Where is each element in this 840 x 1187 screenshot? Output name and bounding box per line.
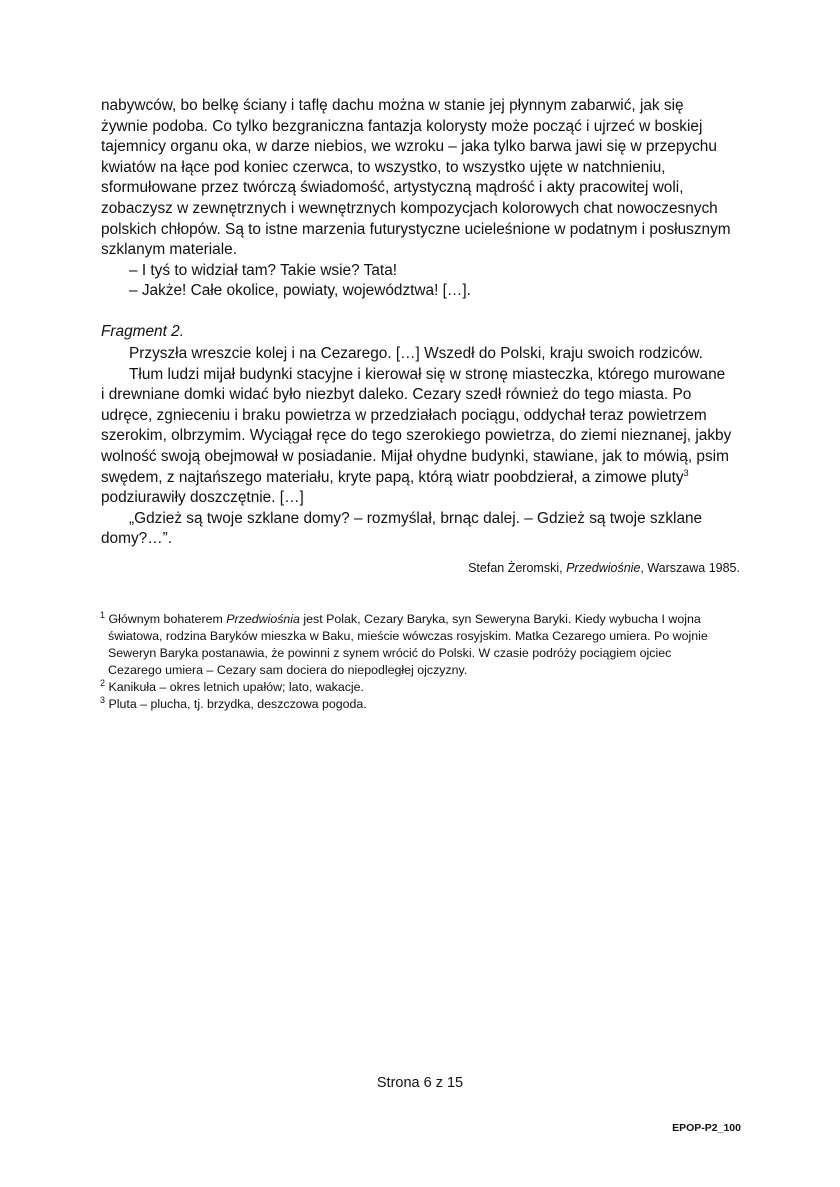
passage-line: Przyszła wreszcie kolej i na Cezarego. […] Wszedł do Polski, kraju swoich rodziców.: [129, 345, 703, 362]
passage-line: żywnie podoba. Co tylko bezgraniczna fantazja kolorysty może począć i ujrzeć w boskiej: [101, 117, 703, 135]
passage-line: podziurawiły doszczętnie. […]: [101, 489, 304, 507]
footnote-1: [100, 611, 740, 628]
passage-line: Tłum ludzi mijał budynki stacyjne i kierował się w stronę miasteczka, którego murowane: [129, 365, 726, 383]
passage-line: wolność swoją obejmował w posiadanie. Mijał ohydne budynki, stawiane, jak to mówią, psim: [101, 447, 729, 465]
footnote-number: 3: [100, 694, 106, 705]
passage-line: [101, 468, 741, 489]
dialogue-line: – Jakże! Całe okolice, powiaty, województwa! […].: [129, 282, 471, 300]
footnote-1-line: Seweryn Baryka postanawia, że powinni z synem wrócić do Polski. W czasie podróży pociągiem ojciec: [108, 646, 672, 660]
passage-line: szerokim, olbrzymim. Wyciągał ręce do tego szerokiego powietrza, do ziemi nieznanej, jakby: [101, 427, 732, 445]
passage-line: sformułowane przez twórczą świadomość, artystyczną mądrość i akty pracowitej woli,: [101, 179, 684, 197]
passage-line: polskich chłopów. Są to istne marzenia futurystyczne ucieleśnione w podatnym i posłusznym: [101, 220, 731, 238]
footnote-text: Kanikuła – okres letnich upałów; lato, wakacje.: [108, 680, 364, 694]
footnote-text: Pluta – plucha, tj. brzydka, deszczowa pogoda.: [108, 697, 367, 711]
footnote-text: jest Polak, Cezary Baryka, syn Seweryna Baryki. Kiedy wybucha I wojna: [303, 612, 701, 626]
footnote-2: [100, 679, 740, 696]
footnotes: [100, 611, 740, 713]
passage-line-text: swędem, z najtańszego materiału, kryte papą, którą wiatr poobdzierał, a zimowe pluty: [101, 468, 684, 486]
source-attribution: [468, 561, 740, 575]
attribution-title: Przedwiośnie: [566, 561, 641, 575]
passage-fragment-1: [101, 96, 741, 302]
passage-line: zobaczysz w zewnętrznych i wewnętrznych kompozycjach kolorowych chat nowoczesnych: [101, 199, 718, 217]
attribution-author: Stefan Żeromski,: [468, 561, 563, 575]
footnote-1-line: światowa, rodzina Baryków mieszka w Baku, mieście wówczas rosyjskim. Matka Cezarego umiera. Po wojnie: [108, 629, 708, 643]
page-number: Strona 6 z 15: [376, 1075, 464, 1091]
footnote-text: Głównym bohaterem: [108, 612, 223, 626]
passage-line: tajemnicy organu oka, w darze niebios, we wzroku – jaka tylko barwa jawi się w przepychu: [101, 138, 717, 156]
passage-line: „Gdzież są twoje szklane domy? – rozmyślał, brnąc dalej. – Gdzież są twoje szklane: [129, 509, 703, 527]
footnote-3: [100, 696, 740, 713]
footnote-ref-3: 3: [683, 467, 689, 478]
passage-line: kwiatów na łące pod koniec czerwca, to wszystko, to wszystko ujęte w natchnieniu,: [101, 158, 666, 176]
document-code: EPOP-P2_100: [672, 1122, 741, 1134]
dialogue-line: – I tyś to widział tam? Takie wsie? Tata!: [129, 261, 398, 279]
footnote-number: 1: [100, 609, 106, 620]
passage-line: domy?…”.: [101, 530, 172, 548]
passage-line: i drewniane domki widać było niezbyt daleko. Cezary szedł również do tego miasta. Po: [101, 386, 692, 404]
passage-fragment-2: [101, 344, 741, 550]
passage-line: szklanym materiale.: [101, 241, 237, 259]
attribution-details: , Warszawa 1985.: [640, 561, 740, 575]
passage-line: nabywców, bo belkę ściany i taflę dachu można w stanie jej płynnym zabarwić, jak się: [101, 97, 684, 114]
footnote-1-line: Cezarego umiera – Cezary sam dociera do niepodległej ojczyzny.: [108, 663, 468, 677]
passage-line: udręce, zgnieceniu i braku powietrza w przedziałach pociągu, oddychał teraz powietrzem: [101, 406, 707, 424]
footnote-title: Przedwiośnia: [226, 612, 300, 626]
fragment-2-heading: Fragment 2.: [101, 323, 184, 340]
footnote-number: 2: [100, 677, 106, 688]
